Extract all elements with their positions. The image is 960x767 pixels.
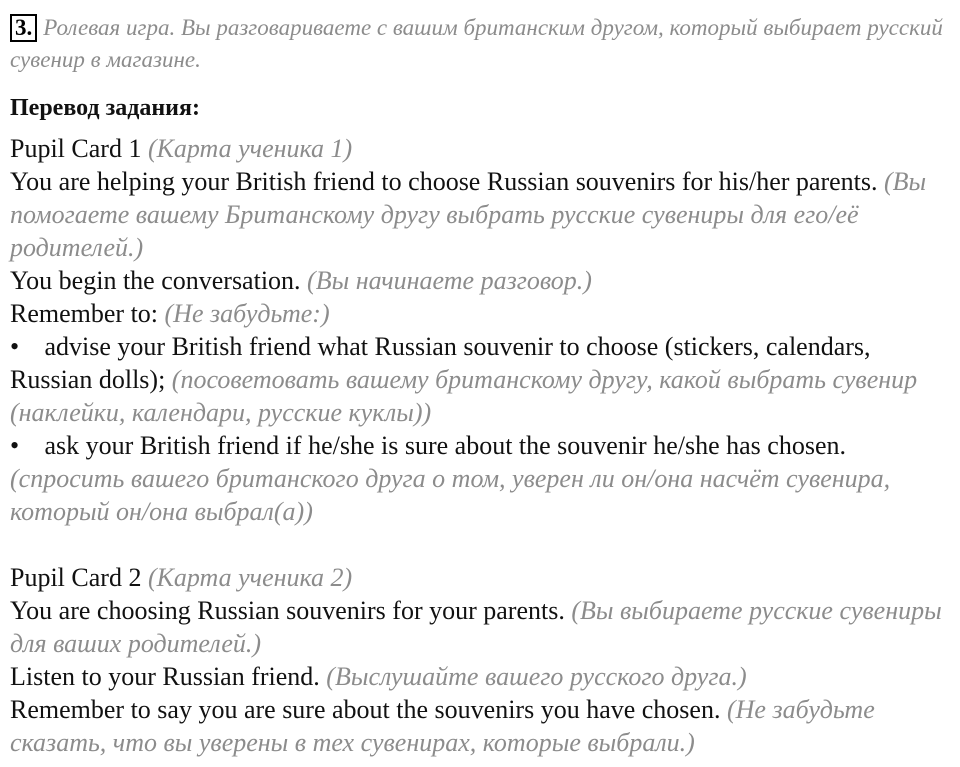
card2-line2 xyxy=(10,660,945,693)
card1-bullet1-en: advise your British friend what Russian souvenir to choose (stickers, calendars, Russian dolls); xyxy=(10,332,871,394)
card2-title xyxy=(10,561,945,594)
card1-line3-ru: (Не забудьте:) xyxy=(164,299,330,328)
card1-bullet1-ru: (посоветовать вашему британскому другу, какой выбрать сувенир (наклейки, календари, русские куклы)) xyxy=(10,365,918,427)
card2-line3 xyxy=(10,693,945,759)
card1-line1 xyxy=(10,165,945,264)
task-number: 3. xyxy=(10,14,37,42)
card1-line3 xyxy=(10,297,945,330)
card1-title xyxy=(10,132,945,165)
translation-heading: Перевод задания: xyxy=(10,95,200,121)
card2-title-ru: (Карта ученика 2) xyxy=(147,563,353,592)
card2-line2-en: Listen to your Russian friend. xyxy=(10,662,320,691)
card1-bullet2 xyxy=(10,429,945,528)
task-header xyxy=(10,12,945,76)
card1-line2-en: You begin the conversation. xyxy=(10,266,301,295)
card1-line1-ru: (Вы помогаете вашему Британскому другу выбрать русские сувениры для его/её родителей.) xyxy=(10,167,927,262)
card2-line1-ru: (Вы выбираете русские сувениры для ваших родителей.) xyxy=(10,596,942,658)
task-instruction: Ролевая игра. Вы разговариваете с вашим британским другом, который выбирает русский сувенир в магазине. xyxy=(10,15,943,72)
card1-bullet2-ru: (спросить вашего британского друга о том, уверен ли он/она насчёт сувенира, который он/она выбрал(а)) xyxy=(10,464,891,526)
pupil-card-2 xyxy=(10,561,945,759)
card1-line2 xyxy=(10,264,945,297)
document-page xyxy=(10,12,945,759)
card2-title-en: Pupil Card 2 xyxy=(10,563,142,592)
card1-title-en: Pupil Card 1 xyxy=(10,134,142,163)
card1-line1-en: You are helping your British friend to choose Russian souvenirs for his/her parents. xyxy=(10,167,878,196)
card1-bullet1 xyxy=(10,330,945,429)
card2-line3-ru: (Не забудьте сказать, что вы уверены в тех сувенирах, которые выбрали.) xyxy=(10,695,875,757)
card2-line1 xyxy=(10,594,945,660)
pupil-card-1 xyxy=(10,132,945,528)
card1-line3-en: Remember to: xyxy=(10,299,159,328)
card1-bullet2-en: ask your British friend if he/she is sure about the souvenir he/she has chosen. xyxy=(44,431,846,460)
card2-line1-en: You are choosing Russian souvenirs for your parents. xyxy=(10,596,565,625)
card2-line2-ru: (Выслушайте вашего русского друга.) xyxy=(326,662,747,691)
card1-title-ru: (Карта ученика 1) xyxy=(147,134,353,163)
card1-line2-ru: (Вы начинаете разговор.) xyxy=(307,266,592,295)
card2-line3-en: Remember to say you are sure about the souvenirs you have chosen. xyxy=(10,695,721,724)
